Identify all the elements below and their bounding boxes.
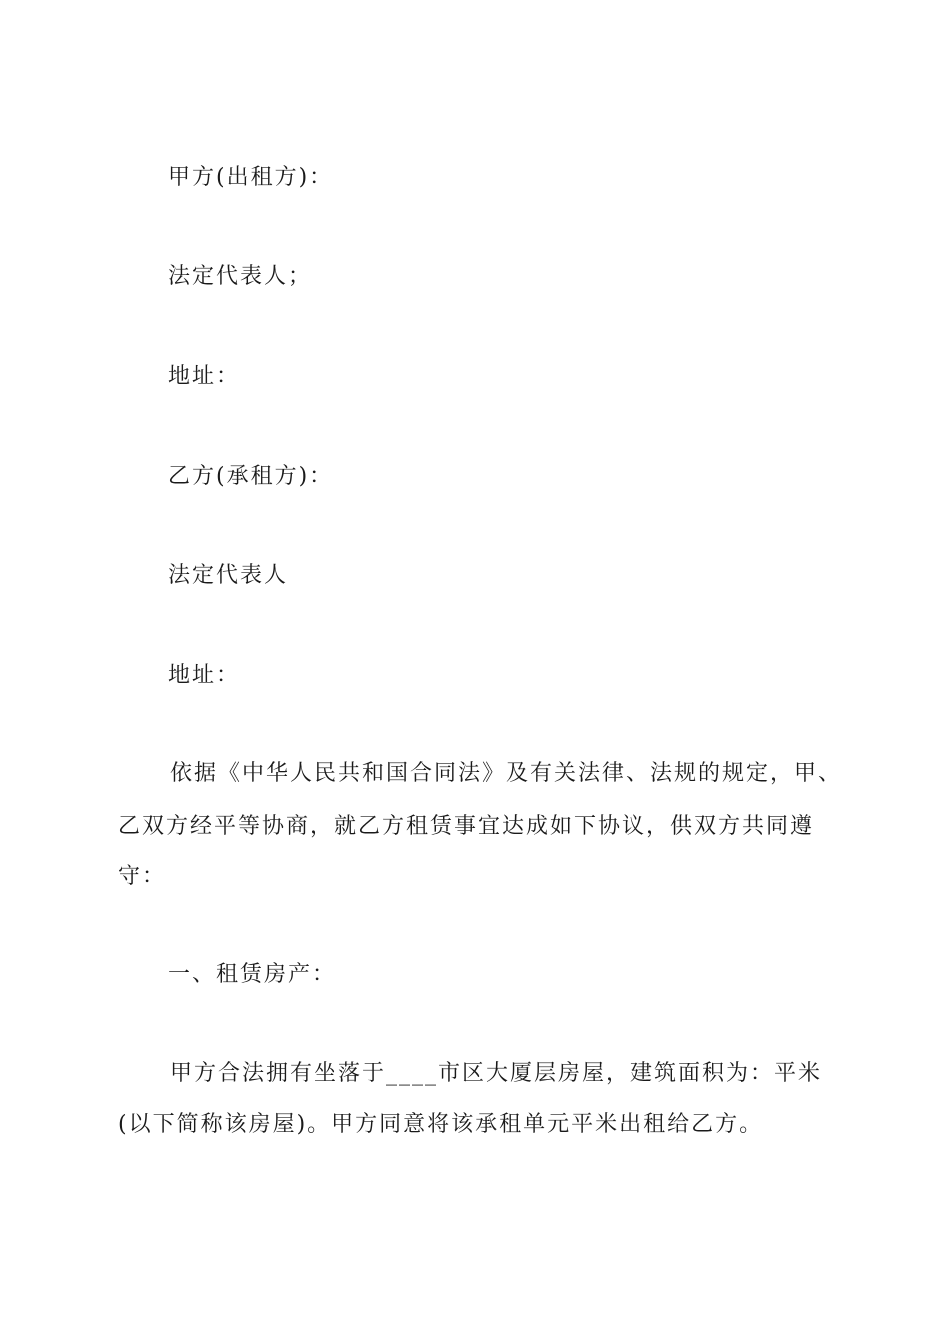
section-1-title: 一、租赁房产： (168, 962, 337, 987)
lessor-label: 甲方(出租方)： (168, 165, 334, 190)
preamble-line-1: 依据《中华人民共和国合同法》及有关法律、法规的规定，甲、 (170, 761, 843, 786)
lessee-address-label: 地址： (168, 663, 241, 688)
section-1-line-2: (以下简称该房屋)。甲方同意将该承租单元平米出租给乙方。 (118, 1112, 764, 1137)
preamble-line-3: 守： (118, 864, 167, 889)
preamble-line-2: 乙双方经平等协商，就乙方租赁事宜达成如下协议，供双方共同遵 (118, 814, 815, 839)
lessor-address-label: 地址： (168, 364, 241, 389)
section-1-line-1: 甲方合法拥有坐落于____市区大厦层房屋，建筑面积为：平米 (170, 1061, 823, 1086)
lessee-representative-label: 法定代表人 (168, 563, 289, 588)
lessor-representative-label: 法定代表人； (168, 264, 313, 289)
lessee-label: 乙方(承租方)： (168, 464, 334, 489)
